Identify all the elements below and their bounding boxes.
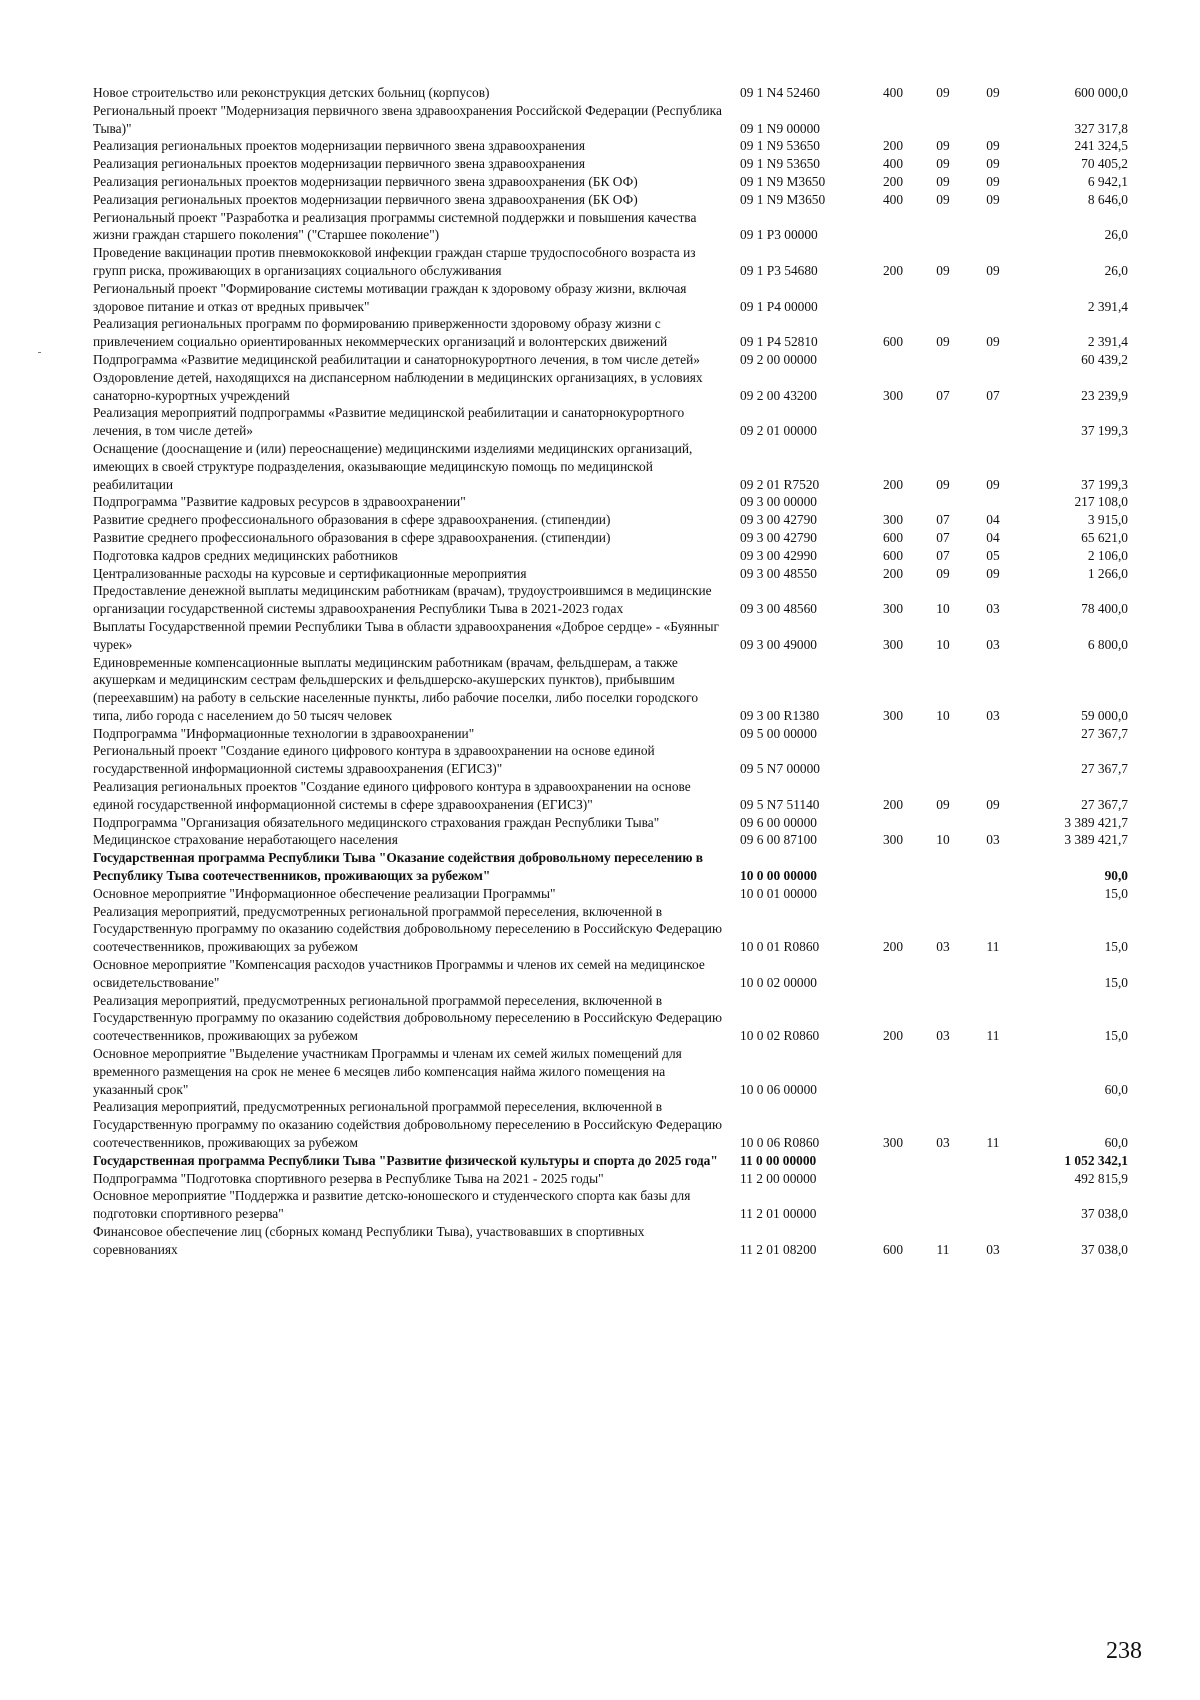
- row-subsection: [968, 849, 1018, 885]
- table-row: [93, 565, 1133, 583]
- row-name: Основное мероприятие "Поддержка и развитие детско-юношеского и студенческого спорта как базы для подготовки спортивного резерва": [93, 1188, 691, 1222]
- row-section: 07: [936, 547, 950, 563]
- table-row: [93, 102, 1133, 138]
- row-amount: 37 199,3: [1081, 423, 1128, 439]
- row-amount: 60 439,2: [1081, 351, 1128, 367]
- row-expense-type: [868, 404, 918, 440]
- row-subsection: [968, 725, 1018, 743]
- row-name: Централизованные расходы на курсовые и сертификационные мероприятия: [93, 565, 527, 581]
- row-amount: 78 400,0: [1081, 601, 1128, 617]
- table-row: [93, 315, 1133, 351]
- row-name: Основное мероприятие "Компенсация расходов участников Программы и членов их семей на медицинское освидетельствование": [93, 957, 705, 990]
- row-name: Оснащение (дооснащение и (или) переоснащение) медицинскими изделиями медицинских организаций, имеющих в своей структуре подразделения, оказывающие медицинскую помощь по медицинской реабилитации: [93, 440, 693, 492]
- row-name: Предоставление денежной выплаты медицинским работникам (врачам), трудоустроившимся в медицинские организации государственной системы здравоохранения Республики Тыва в 2021-2023 годах: [93, 583, 712, 617]
- row-expense-type: 200: [882, 565, 904, 581]
- row-section: [918, 1045, 968, 1098]
- row-section: 09: [936, 85, 950, 100]
- row-amount: 600 000,0: [1074, 85, 1128, 100]
- row-expense-type: 400: [882, 191, 904, 207]
- row-subsection: 09: [986, 262, 1000, 278]
- row-expense-type: 200: [882, 173, 904, 189]
- row-amount: 3 389 421,7: [1064, 814, 1128, 830]
- row-amount: 327 317,8: [1074, 120, 1128, 136]
- row-subsection: [968, 885, 1018, 903]
- row-section: 03: [936, 1135, 950, 1151]
- row-code: 09 3 00 48560: [740, 601, 817, 617]
- row-section: 09: [936, 334, 950, 350]
- row-name: Медицинское страхование неработающего населения: [93, 832, 398, 848]
- row-amount: 2 106,0: [1087, 547, 1128, 563]
- row-code: 10 0 06 00000: [740, 1081, 817, 1097]
- row-name: Подпрограмма «Развитие медицинской реабилитации и санаторнокурортного лечения, в том числе детей»: [93, 351, 700, 367]
- row-code: 09 1 N9 M3650: [740, 191, 826, 207]
- row-code: 11 0 00 00000: [740, 1152, 817, 1168]
- row-amount: 241 324,5: [1074, 138, 1128, 154]
- row-name: Подпрограмма "Организация обязательного медицинского страхования граждан Республики Тыва": [93, 814, 660, 830]
- row-code: 09 3 00 42990: [740, 547, 817, 563]
- row-expense-type: [868, 1187, 918, 1223]
- row-section: [918, 885, 968, 903]
- row-section: 10: [936, 601, 950, 617]
- row-name: Государственная программа Республики Тыва "Оказание содействия добровольному переселению в Республику Тыва соотечественников, проживающих за рубежом": [93, 850, 704, 884]
- row-code: 09 3 00 48550: [740, 565, 817, 581]
- row-name: Финансовое обеспечение лиц (сборных команд Республики Тыва), участвовавших в спортивных соревнованиях: [93, 1224, 645, 1257]
- row-expense-type: 600: [882, 547, 904, 563]
- row-expense-type: [868, 351, 918, 369]
- row-subsection: 07: [986, 387, 1000, 403]
- row-code: 09 1 P4 52810: [740, 334, 818, 350]
- row-subsection: 09: [986, 85, 1000, 100]
- table-row: [93, 155, 1133, 173]
- row-expense-type: 300: [882, 707, 904, 723]
- row-amount: 59 000,0: [1081, 707, 1128, 723]
- row-section: [918, 280, 968, 316]
- row-subsection: 09: [986, 138, 1000, 154]
- row-name: Основное мероприятие "Информационное обеспечение реализации Программы": [93, 885, 556, 901]
- row-name: Реализация мероприятий, предусмотренных региональной программой переселения, включенной в Государственную программу по оказанию содействия добровольному переселению в Российскую Федерацию соотечественников, проживающих за рубежом: [93, 992, 722, 1044]
- row-code: 11 2 00 00000: [740, 1170, 817, 1186]
- table-row: [93, 280, 1133, 316]
- row-expense-type: 400: [882, 85, 904, 100]
- row-expense-type: 300: [882, 1135, 904, 1151]
- row-section: 09: [936, 476, 950, 492]
- row-name: Реализация региональных проектов модернизации первичного звена здравоохранения (БК ОФ): [93, 173, 638, 189]
- table-row: [93, 547, 1133, 565]
- row-amount: 70 405,2: [1081, 156, 1128, 172]
- row-code: 09 6 00 00000: [740, 814, 817, 830]
- row-section: 09: [936, 262, 950, 278]
- table-row: [93, 992, 1133, 1045]
- budget-table: [93, 84, 1133, 1259]
- row-amount: 2 391,4: [1087, 334, 1128, 350]
- table-row: [93, 725, 1133, 743]
- row-expense-type: 400: [882, 156, 904, 172]
- row-amount: 217 108,0: [1074, 494, 1128, 510]
- row-expense-type: 300: [882, 832, 904, 848]
- row-name: Реализация региональных проектов модернизации первичного звена здравоохранения: [93, 138, 585, 154]
- row-subsection: 05: [986, 547, 1000, 563]
- table-row: [93, 511, 1133, 529]
- row-amount: 15,0: [1104, 974, 1128, 990]
- row-code: 09 2 01 R7520: [740, 476, 820, 492]
- row-code: 09 1 N4 52460: [740, 85, 820, 100]
- row-name: Региональный проект "Разработка и реализация программы системной поддержки и повышения качества жизни граждан старшего поколения" ("Старшее поколение"): [93, 209, 697, 243]
- row-name: Подпрограмма "Развитие кадровых ресурсов в здравоохранении": [93, 494, 466, 510]
- row-name: Основное мероприятие "Выделение участникам Программы и членам их семей жилых помещений для временного размещения на срок не менее 6 месяцев либо компенсация найма жилого помещения на указанный срок": [93, 1046, 682, 1097]
- row-amount: 1 052 342,1: [1064, 1152, 1128, 1168]
- row-code: 09 1 N9 53650: [740, 138, 820, 154]
- row-expense-type: [868, 1045, 918, 1098]
- row-subsection: [968, 814, 1018, 832]
- row-expense-type: 300: [882, 636, 904, 652]
- row-amount: 27 367,7: [1081, 761, 1128, 777]
- table-row: [93, 369, 1133, 405]
- table-row: [93, 1045, 1133, 1098]
- row-code: 09 2 01 00000: [740, 423, 817, 439]
- row-code: 09 5 N7 51140: [740, 796, 820, 812]
- row-subsection: 03: [986, 832, 1000, 848]
- row-name: Реализация региональных программ по формированию приверженности здоровому образу жизни с привлечением социально ориентированных некоммерческих организаций и волонтерских движений: [93, 316, 668, 350]
- row-expense-type: [868, 742, 918, 778]
- row-subsection: 04: [986, 512, 1000, 528]
- row-expense-type: [868, 280, 918, 316]
- row-amount: 3 915,0: [1087, 512, 1128, 528]
- row-expense-type: 200: [882, 796, 904, 812]
- row-expense-type: [868, 814, 918, 832]
- row-code: 11 2 01 00000: [740, 1206, 817, 1222]
- row-code: 09 3 00 00000: [740, 494, 817, 510]
- table-row: [93, 84, 1133, 102]
- row-subsection: 11: [986, 939, 1000, 955]
- row-name: Региональный проект "Формирование системы мотивации граждан к здоровому образу жизни, включая здоровое питание и отказ от вредных привычек": [93, 280, 687, 314]
- table-row: [93, 173, 1133, 191]
- row-expense-type: 300: [882, 512, 904, 528]
- row-name: Реализация региональных проектов модернизации первичного звена здравоохранения: [93, 156, 585, 172]
- row-subsection: 03: [986, 707, 1000, 723]
- row-name: Подготовка кадров средних медицинских работников: [93, 547, 398, 563]
- row-section: 03: [936, 1028, 950, 1044]
- table-row: [93, 618, 1133, 654]
- row-code: 09 2 00 43200: [740, 387, 817, 403]
- row-expense-type: [868, 849, 918, 885]
- row-expense-type: 200: [882, 262, 904, 278]
- row-expense-type: [868, 1170, 918, 1188]
- row-section: [918, 742, 968, 778]
- row-name: Региональный проект "Модернизация первичного звена здравоохранения Российской Федерации (Республика Тыва)": [93, 102, 722, 136]
- row-code: 09 6 00 87100: [740, 832, 817, 848]
- row-name: Проведение вакцинации против пневмококковой инфекции граждан старше трудоспособного возраста из групп риска, проживающих в организациях социального обслуживания: [93, 245, 696, 278]
- row-subsection: 04: [986, 529, 1000, 545]
- row-code: 10 0 02 R0860: [740, 1028, 820, 1044]
- table-row: [93, 493, 1133, 511]
- row-name: Развитие среднего профессионального образования в сфере здравоохранения. (стипендии): [93, 512, 611, 528]
- row-section: 09: [936, 191, 950, 207]
- table-row: [93, 903, 1133, 956]
- row-subsection: [968, 1170, 1018, 1188]
- row-expense-type: [868, 102, 918, 138]
- table-row: [93, 1152, 1133, 1170]
- row-code: 09 1 N9 M3650: [740, 173, 826, 189]
- row-subsection: [968, 493, 1018, 511]
- table-row: [93, 654, 1133, 725]
- row-expense-type: 300: [882, 387, 904, 403]
- row-section: 09: [936, 173, 950, 189]
- row-expense-type: 200: [882, 476, 904, 492]
- row-section: 11: [936, 1241, 950, 1257]
- row-subsection: 09: [986, 334, 1000, 350]
- row-section: [918, 102, 968, 138]
- row-subsection: [968, 742, 1018, 778]
- row-expense-type: 200: [882, 939, 904, 955]
- row-code: 09 3 00 42790: [740, 512, 817, 528]
- row-expense-type: 200: [882, 1028, 904, 1044]
- row-subsection: [968, 1187, 1018, 1223]
- row-subsection: [968, 209, 1018, 245]
- row-expense-type: 600: [882, 334, 904, 350]
- table-row: [93, 582, 1133, 618]
- table-row: [93, 404, 1133, 440]
- row-subsection: [968, 404, 1018, 440]
- row-section: 09: [936, 565, 950, 581]
- row-section: [918, 814, 968, 832]
- row-code: 09 1 P3 54680: [740, 262, 818, 278]
- table-row: [93, 529, 1133, 547]
- row-section: [918, 1187, 968, 1223]
- row-amount: 23 239,9: [1081, 387, 1128, 403]
- table-row: [93, 885, 1133, 903]
- row-amount: 27 367,7: [1081, 796, 1128, 812]
- row-expense-type: [868, 885, 918, 903]
- table-row: [93, 440, 1133, 493]
- row-subsection: 11: [986, 1135, 1000, 1151]
- row-code: 09 1 P3 00000: [740, 227, 818, 243]
- row-expense-type: 600: [882, 1241, 904, 1257]
- row-subsection: [968, 351, 1018, 369]
- row-subsection: 03: [986, 1241, 1000, 1257]
- row-expense-type: [868, 956, 918, 992]
- table-row: [93, 814, 1133, 832]
- row-amount: 492 815,9: [1074, 1170, 1128, 1186]
- table-row: [93, 137, 1133, 155]
- row-amount: 27 367,7: [1081, 725, 1128, 741]
- row-amount: 8 646,0: [1087, 191, 1128, 207]
- row-expense-type: [868, 1152, 918, 1170]
- row-expense-type: 600: [882, 529, 904, 545]
- row-section: 10: [936, 636, 950, 652]
- row-name: Новое строительство или реконструкция детских больниц (корпусов): [93, 85, 490, 100]
- row-code: 09 5 N7 00000: [740, 761, 820, 777]
- row-section: [918, 1152, 968, 1170]
- row-amount: 15,0: [1104, 939, 1128, 955]
- row-amount: 6 800,0: [1087, 636, 1128, 652]
- row-section: [918, 404, 968, 440]
- table-row: [93, 831, 1133, 849]
- row-code: 09 1 N9 53650: [740, 156, 820, 172]
- scan-mark: [38, 352, 41, 353]
- table-row: [93, 1223, 1133, 1259]
- row-amount: 60,0: [1104, 1135, 1128, 1151]
- table-row: [93, 1170, 1133, 1188]
- row-expense-type: 300: [882, 601, 904, 617]
- table-row: [93, 209, 1133, 245]
- row-section: [918, 849, 968, 885]
- table-row: [93, 956, 1133, 992]
- table-row: [93, 778, 1133, 814]
- row-name: Государственная программа Республики Тыва "Развитие физической культуры и спорта до 2025 года": [93, 1152, 718, 1168]
- table-row: [93, 1187, 1133, 1223]
- row-subsection: 09: [986, 565, 1000, 581]
- row-subsection: [968, 1045, 1018, 1098]
- row-section: 07: [936, 512, 950, 528]
- row-amount: 3 389 421,7: [1064, 832, 1128, 848]
- row-subsection: [968, 1152, 1018, 1170]
- row-amount: 15,0: [1104, 885, 1128, 901]
- row-code: 10 0 02 00000: [740, 974, 817, 990]
- row-name: Реализация региональных проектов модернизации первичного звена здравоохранения (БК ОФ): [93, 191, 638, 207]
- row-amount: 37 199,3: [1081, 476, 1128, 492]
- row-name: Реализация мероприятий подпрограммы «Развитие медицинской реабилитации и санаторнокурортного лечения, в том числе детей»: [93, 405, 685, 439]
- row-section: 10: [936, 707, 950, 723]
- row-section: [918, 351, 968, 369]
- row-amount: 90,0: [1104, 868, 1128, 884]
- table-row: [93, 191, 1133, 209]
- row-name: Единовременные компенсационные выплаты медицинским работникам (врачам, фельдшерам, а также акушеркам и медицинским сестрам фельдшерских и фельдшерско-акушерских пунктов), прибывшим (переехавшим) на работу в сельские населенные пункты, либо рабочие поселки, либо поселки городского типа, либо города с населением до 50 тысяч человек: [93, 654, 699, 723]
- row-subsection: [968, 102, 1018, 138]
- row-code: 10 0 01 R0860: [740, 939, 820, 955]
- row-amount: 60,0: [1104, 1081, 1128, 1097]
- row-amount: 1 266,0: [1087, 565, 1128, 581]
- row-name: Региональный проект "Создание единого цифрового контура в здравоохранении на основе единой государственной информационной системы здравоохранения (ЕГИСЗ)": [93, 743, 655, 777]
- row-code: 09 1 N9 00000: [740, 120, 820, 136]
- table-row: [93, 244, 1133, 280]
- row-code: 09 5 00 00000: [740, 725, 817, 741]
- row-amount: 37 038,0: [1081, 1241, 1128, 1257]
- row-name: Развитие среднего профессионального образования в сфере здравоохранения. (стипендии): [93, 529, 611, 545]
- row-subsection: 09: [986, 796, 1000, 812]
- page-number: 238: [1106, 1638, 1142, 1664]
- row-section: 07: [936, 529, 950, 545]
- row-section: 09: [936, 156, 950, 172]
- row-name: Подпрограмма "Подготовка спортивного резерва в Республике Тыва на 2021 - 2025 годы": [93, 1170, 604, 1186]
- row-amount: 37 038,0: [1081, 1206, 1128, 1222]
- row-subsection: [968, 280, 1018, 316]
- row-amount: 26,0: [1104, 227, 1128, 243]
- row-amount: 2 391,4: [1087, 298, 1128, 314]
- table-row: [93, 742, 1133, 778]
- row-code: 10 0 01 00000: [740, 885, 817, 901]
- row-section: [918, 209, 968, 245]
- row-code: 09 2 00 00000: [740, 351, 817, 367]
- row-section: 09: [936, 138, 950, 154]
- budget-table-body: [93, 84, 1133, 1259]
- row-code: 10 0 00 00000: [740, 868, 817, 884]
- row-section: 07: [936, 387, 950, 403]
- row-subsection: [968, 956, 1018, 992]
- row-amount: 65 621,0: [1081, 529, 1128, 545]
- row-expense-type: [868, 725, 918, 743]
- row-code: 09 3 00 R1380: [740, 707, 820, 723]
- table-row: [93, 1098, 1133, 1151]
- row-subsection: 11: [986, 1028, 1000, 1044]
- row-name: Реализация мероприятий, предусмотренных региональной программой переселения, включенной в Государственную программу по оказанию содействия добровольному переселению в Российскую Федерацию соотечественников, проживающих за рубежом: [93, 903, 722, 955]
- row-expense-type: [868, 493, 918, 511]
- row-code: 09 3 00 42790: [740, 529, 817, 545]
- row-expense-type: [868, 209, 918, 245]
- row-subsection: 03: [986, 601, 1000, 617]
- row-subsection: 09: [986, 191, 1000, 207]
- row-section: 03: [936, 939, 950, 955]
- row-code: 09 3 00 49000: [740, 636, 817, 652]
- row-name: Оздоровление детей, находящихся на диспансерном наблюдении в медицинских организациях, в условиях санаторно-курортных учреждений: [93, 369, 703, 403]
- table-row: [93, 351, 1133, 369]
- row-subsection: 09: [986, 156, 1000, 172]
- row-code: 09 1 P4 00000: [740, 298, 818, 314]
- row-name: Реализация мероприятий, предусмотренных региональной программой переселения, включенной в Государственную программу по оказанию содействия добровольному переселению в Российскую Федерацию соотечественников, проживающих за рубежом: [93, 1099, 722, 1151]
- row-section: [918, 493, 968, 511]
- row-name: Реализация региональных проектов "Создание единого цифрового контура в здравоохранении на основе единой государственной информационной системы в сфере здравоохранения (ЕГИСЗ)": [93, 779, 691, 812]
- row-name: Подпрограмма "Информационные технологии в здравоохранении": [93, 725, 475, 741]
- row-expense-type: 200: [882, 138, 904, 154]
- table-row: [93, 849, 1133, 885]
- row-section: [918, 1170, 968, 1188]
- row-amount: 26,0: [1104, 262, 1128, 278]
- row-code: 10 0 06 R0860: [740, 1135, 820, 1151]
- row-code: 11 2 01 08200: [740, 1241, 817, 1257]
- row-subsection: 09: [986, 173, 1000, 189]
- row-section: 09: [936, 796, 950, 812]
- row-section: [918, 725, 968, 743]
- row-amount: 6 942,1: [1087, 173, 1128, 189]
- row-amount: 15,0: [1104, 1028, 1128, 1044]
- row-subsection: 03: [986, 636, 1000, 652]
- row-name: Выплаты Государственной премии Республики Тыва в области здравоохранения «Доброе сердце» - «Буянныг чурек»: [93, 618, 719, 652]
- row-section: 10: [936, 832, 950, 848]
- row-section: [918, 956, 968, 992]
- row-subsection: 09: [986, 476, 1000, 492]
